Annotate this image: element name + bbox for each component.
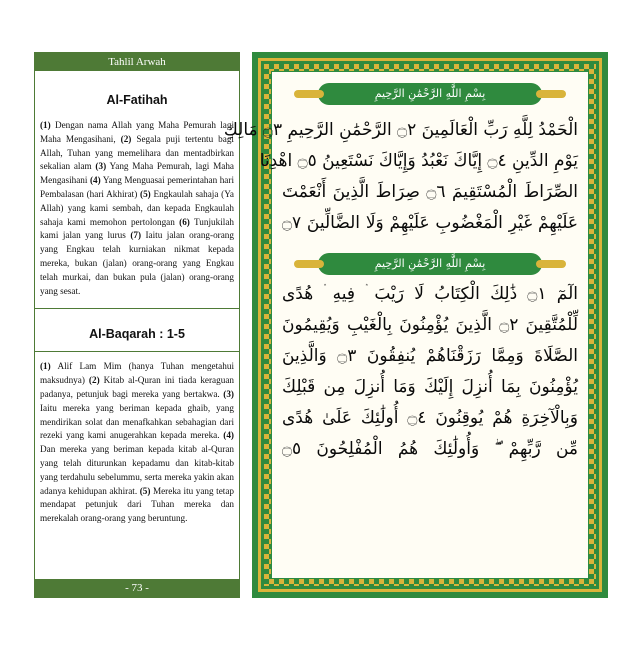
verse-number: (7) (130, 230, 142, 241)
fatihah-translation (40, 119, 234, 298)
verse-text: Dengan nama Allah yang Maha Pemurah lagi Maha Mengasihani, (40, 120, 234, 144)
verse-text: Kitab al-Quran ini tiada keraguan padanya, petunjuk bagi mereka yang bertakwa. (40, 375, 234, 399)
translation-column (34, 52, 240, 598)
arabic-line: الصَّلَاةَ وَمِمَّا رَزَقْنَاهُمْ يُنفِقُونَ ۝٣ وَالَّذِينَ (282, 346, 578, 366)
fatihah-title: Al-Fatihah (106, 93, 168, 107)
verse-number: (5) (139, 485, 151, 496)
verse-text: Dan mereka yang beriman kepada kitab al-Quran yang telah diturunkan kepadamu dan kitab-kitab yang terdahulu sebelummu, serta mereka yakin akan adanya kehidupan akhirat. (40, 444, 234, 496)
baqarah-arabic (272, 279, 588, 465)
verse-text: Yang Maha Pemurah, lagi Maha Mengasihani (40, 161, 234, 186)
verse-text: Tunjukilah kami jalan yang lurus (40, 216, 234, 241)
verse-text: Segala puji tertentu bagi Allah, Tuhan yang memelihara dan mentadbirkan sekalian alam (40, 133, 234, 172)
translation-body (35, 93, 239, 526)
verse-text: Mereka itu yang tetap mendapat petunjuk dari Tuhan mereka dan merekalah orang-orang yang beruntung. (40, 485, 234, 524)
verse-number: (2) (120, 133, 132, 144)
verse-text: Iaitu mereka yang beriman kepada ghaib, yang mendirikan solat dan menafkahkan sebahagian dari rezeki yang kami anugerahkan kepada mereka. (40, 402, 234, 441)
verse-text: Iaitu jalan orang-orang yang Engkau telah kurniakan nikmat kepada mereka, bukan (jalan) orang-orang yang Engkau telah murkai, dan bukan pula (jalan) orang-orang yang sesat. (40, 230, 234, 296)
verse-text: Yang Menguasai pemerintahan hari Pembalasan (hari Akhirat) (40, 175, 234, 199)
arabic-line: الْحَمْدُ لِلَّهِ رَبِّ الْعَالَمِينَ ۝٢ الرَّحْمَٰنِ الرَّحِيمِ ۝٣ مَالِكِ (223, 120, 578, 140)
arabic-line: يَوْمِ الدِّينِ ۝٤ إِيَّاكَ نَعْبُدُ وَإِيَّاكَ نَسْتَعِينُ ۝٥ اهْدِنَا (259, 151, 578, 171)
page-header: Tahlil Arwah (35, 53, 239, 71)
baqarah-title: Al-Baqarah : 1-5 (89, 327, 185, 342)
verse-number: (2) (88, 375, 100, 386)
verse-number: (4) (223, 430, 234, 441)
section-divider (35, 308, 239, 309)
verse-number: (1) (40, 361, 51, 372)
verse-text: Alif Lam Mim (hanya Tuhan mengetahui maksudnya) (40, 361, 234, 386)
verse-number: (3) (95, 161, 107, 172)
verse-text: Engkaulah sahaja (Ya Allah) yang kami sembah, dan kepada Engkaulah sahaja kami memohon pertolongan (40, 188, 234, 227)
page-number: - 73 - (35, 579, 239, 597)
quran-text-area (223, 71, 589, 579)
verse-number: (6) (179, 216, 190, 227)
verse-number: (1) (40, 120, 51, 130)
fatihah-arabic (223, 115, 588, 239)
arabic-line: مِّن رَّبِّهِمْ ۖ وَأُولَٰئِكَ هُمُ الْمُفْلِحُونَ ۝٥ (282, 439, 578, 459)
arabic-line: الٓمٓ ۝١ ذَٰلِكَ الْكِتَابُ لَا رَيْبَ ۛ فِيهِ ۛ هُدًى (282, 284, 579, 304)
basmala-banner: بِسْمِ اللَّهِ الرَّحْمَٰنِ الرَّحِيمِ (318, 83, 542, 105)
verse-number: (5) (140, 188, 151, 199)
basmala-banner-2: بِسْمِ اللَّهِ الرَّحْمَٰنِ الرَّحِيمِ (318, 253, 542, 275)
baqarah-translation (40, 360, 234, 526)
arabic-line: لِّلْمُتَّقِينَ ۝٢ الَّذِينَ يُؤْمِنُونَ بِالْغَيْبِ وَيُقِيمُونَ (282, 315, 578, 335)
arabic-line: الصِّرَاطَ الْمُسْتَقِيمَ ۝٦ صِرَاطَ الَّذِينَ أَنْعَمْتَ (282, 182, 578, 202)
section-divider (35, 351, 239, 352)
arabic-line: يُؤْمِنُونَ بِمَا أُنزِلَ إِلَيْكَ وَمَا أُنزِلَ مِن قَبْلِكَ (282, 377, 578, 397)
arabic-line: وَبِالْآخِرَةِ هُمْ يُوقِنُونَ ۝٤ أُولَٰئِكَ عَلَىٰ هُدًى (282, 408, 578, 428)
arabic-line: عَلَيْهِمْ غَيْرِ الْمَغْضُوبِ عَلَيْهِمْ وَلَا الضَّالِّينَ ۝٧ (282, 213, 578, 233)
verse-number: (4) (89, 175, 101, 186)
quran-panel (223, 52, 608, 598)
verse-number: (3) (223, 388, 234, 399)
